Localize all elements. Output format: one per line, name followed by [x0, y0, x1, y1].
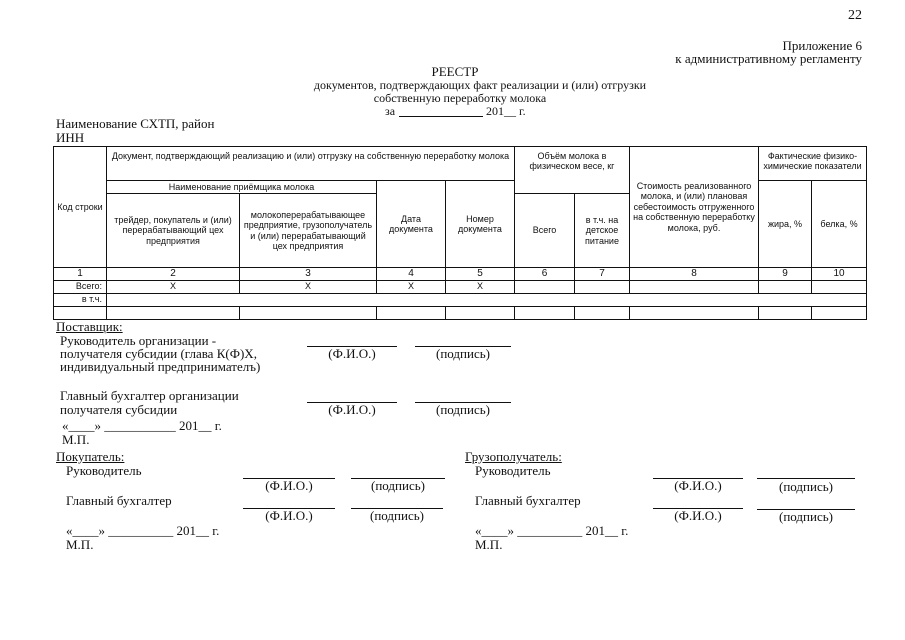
- consignee-heading: Грузополучатель:: [465, 449, 562, 464]
- supplier-head-signature: (подпись): [436, 346, 490, 361]
- supplier-acc-signature: (подпись): [436, 402, 490, 417]
- row-total-label: Всего:: [54, 280, 107, 293]
- table-cell: [377, 306, 446, 319]
- consignee-accountant-label: Главный бухгалтер: [475, 493, 581, 508]
- consignee-head-label: Руководитель: [475, 463, 551, 478]
- table-cell: [630, 280, 759, 293]
- buyer-head-signature: (подпись): [371, 478, 425, 493]
- register-title: РЕЕСТР: [431, 64, 479, 79]
- table-cell: [515, 280, 575, 293]
- page-number: 22: [848, 8, 862, 23]
- x-mark: Х: [377, 280, 446, 293]
- buyer-heading: Покупатель:: [56, 449, 125, 464]
- register-subtitle: документов, подтверждающих факт реализации и (или) отгрузки: [313, 78, 647, 92]
- org-district-label: Наименование СХТП, район: [56, 116, 215, 131]
- buyer-stamp: М.П.: [66, 537, 94, 552]
- column-number: 2: [107, 268, 240, 281]
- supplier-accountant-label: Главный бухгалтер организации: [60, 388, 239, 403]
- table-cell: [446, 306, 515, 319]
- row-incl-label: в т.ч.: [54, 293, 107, 306]
- supplier-date-line: «____» ___________ 201__ г.: [62, 418, 222, 433]
- col-code-header: Код строки: [54, 147, 107, 268]
- register-table: [53, 146, 867, 320]
- buyer-accountant-label: Главный бухгалтер: [66, 493, 172, 508]
- appendix-subtitle: к административному регламенту: [675, 51, 862, 66]
- column-number: 7: [575, 268, 630, 281]
- column-number: 9: [759, 268, 812, 281]
- total-volume-header: Всего: [515, 194, 575, 268]
- supplier-head-fio: (Ф.И.О.): [328, 346, 376, 361]
- consignee-acc-signature: (подпись): [779, 509, 833, 524]
- baby-food-header: в т.ч. на детское питание: [575, 194, 630, 268]
- consignee-stamp: М.П.: [475, 537, 503, 552]
- supplier-head-label: Руководитель организации -: [60, 333, 217, 348]
- inn-label: ИНН: [56, 130, 85, 145]
- consignee-date-line: «____» __________ 201__ г.: [475, 523, 629, 538]
- buyer-acc-fio: (Ф.И.О.): [265, 508, 313, 523]
- supplier-acc-fio: (Ф.И.О.): [328, 402, 376, 417]
- column-number: 1: [54, 268, 107, 281]
- consignee-head-signature: (подпись): [779, 479, 833, 494]
- x-mark: Х: [240, 280, 377, 293]
- table-cell: [575, 280, 630, 293]
- period-prefix: за: [385, 104, 396, 118]
- indicators-group-header: Фактические физико-химические показатели: [759, 147, 867, 181]
- supplier-stamp: М.П.: [62, 432, 90, 447]
- period-suffix: 201__ г.: [486, 104, 526, 118]
- fat-header: жира, %: [759, 181, 812, 268]
- supplier-accountant-label-2: получателя субсидии: [60, 402, 178, 417]
- table-cell: [630, 306, 759, 319]
- register-subtitle-2: собственную переработку молока: [373, 91, 547, 105]
- receiver-group-header: Наименование приёмщика молока: [107, 181, 377, 194]
- table-cell: [240, 306, 377, 319]
- column-number: 8: [630, 268, 759, 281]
- x-mark: Х: [446, 280, 515, 293]
- table-cell: [107, 293, 867, 306]
- column-number: 4: [377, 268, 446, 281]
- table-cell: [812, 306, 867, 319]
- doc-number-header: Номер документа: [446, 181, 515, 268]
- protein-header: белка, %: [812, 181, 867, 268]
- table-cell: [759, 306, 812, 319]
- cost-header: Стоимость реализованного молока, и (или) плановая себестоимость отгруженного на собственную переработку молока, руб.: [630, 147, 759, 268]
- table-cell: [575, 306, 630, 319]
- buyer-head-fio: (Ф.И.О.): [265, 478, 313, 493]
- table-cell: [107, 306, 240, 319]
- supplier-head-label-3: индивидуальный предпринимателъ): [60, 359, 261, 374]
- doc-date-header: Дата документа: [377, 181, 446, 268]
- supplier-heading: Поставщик:: [56, 319, 123, 334]
- x-mark: Х: [107, 280, 240, 293]
- column-number: 5: [446, 268, 515, 281]
- consignee-head-fio: (Ф.И.О.): [674, 478, 722, 493]
- buyer-acc-signature: (подпись): [370, 508, 424, 523]
- document-group-header: Документ, подтверждающий реализацию и (или) отгрузку на собственную переработку молока: [107, 147, 515, 181]
- table-cell: [54, 306, 107, 319]
- table-cell: [759, 280, 812, 293]
- volume-group-header: Объём молока в физическом весе, кг: [515, 147, 630, 194]
- supplier-head-label-2: получателя субсидии (глава К(Ф)Х,: [60, 346, 257, 361]
- buyer-head-label: Руководитель: [66, 463, 142, 478]
- table-row: [54, 306, 867, 319]
- appendix-title: Приложение 6: [782, 38, 862, 53]
- consignee-acc-fio: (Ф.И.О.): [674, 508, 722, 523]
- table-row-incl: [54, 293, 867, 306]
- column-number: 3: [240, 268, 377, 281]
- table-row-total: [54, 280, 867, 293]
- plant-header: молокоперерабатывающее предприятие, грузополучатель и (или) перерабатывающий цех предприятия: [240, 194, 377, 268]
- buyer-date-line: «____» __________ 201__ г.: [66, 523, 220, 538]
- column-number: 10: [812, 268, 867, 281]
- table-cell: [515, 306, 575, 319]
- trader-header: трейдер, покупатель и (или) перерабатывающий цех предприятия: [107, 194, 240, 268]
- table-cell: [812, 280, 867, 293]
- column-number: 6: [515, 268, 575, 281]
- period-blank: [399, 116, 483, 117]
